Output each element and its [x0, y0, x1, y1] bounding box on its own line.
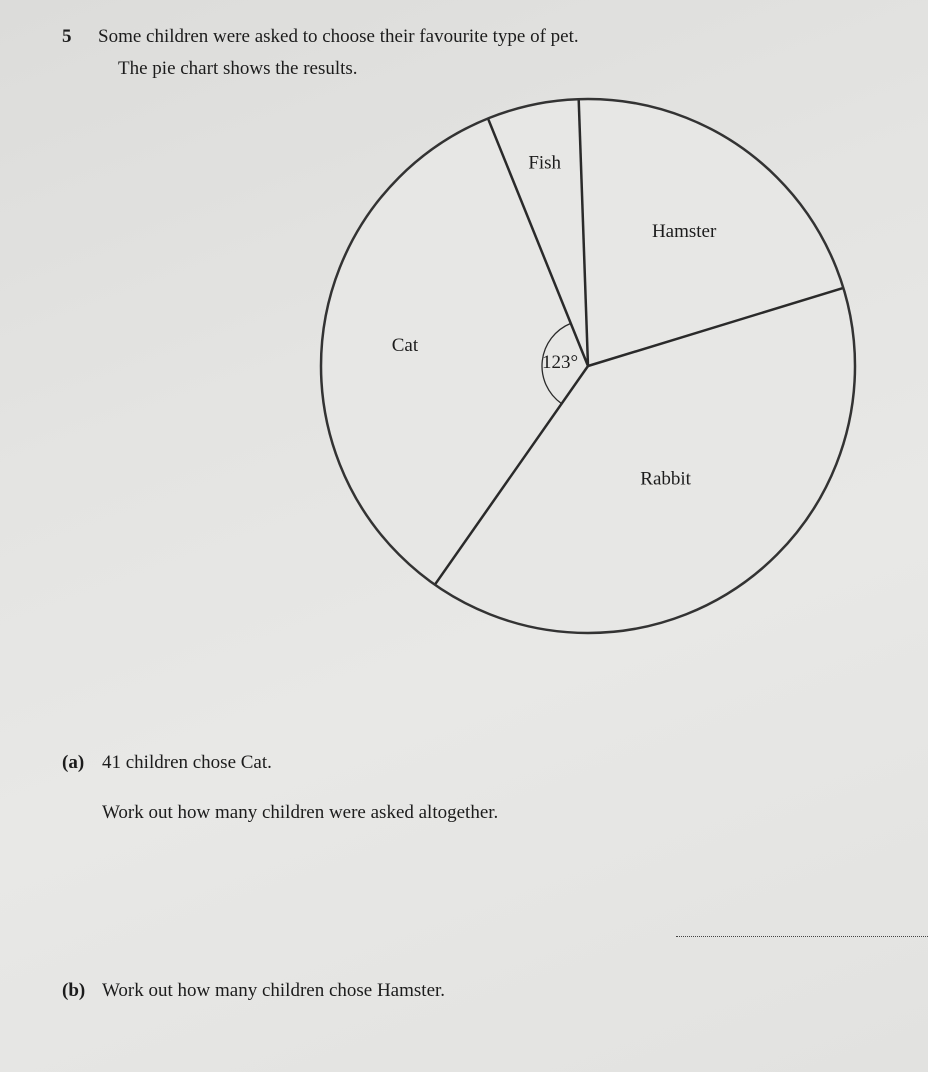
- part-a-text: 41 children chose Cat.: [102, 752, 272, 773]
- answer-line[interactable]: [676, 936, 928, 937]
- pie-label-rabbit: Rabbit: [640, 468, 691, 490]
- pie-label-cat: Cat: [391, 335, 419, 357]
- pie-label-hamster: Hamster: [651, 221, 717, 243]
- part-b-text: Work out how many children chose Hamster.: [102, 980, 446, 1001]
- part-b-label: (b): [62, 980, 86, 1001]
- question-number: 5: [62, 26, 72, 47]
- angle-label: 123°: [541, 352, 579, 373]
- question-intro: Some children were asked to choose their favourite type of pet.: [98, 26, 579, 47]
- question-chart-intro: The pie chart shows the results.: [118, 58, 358, 79]
- part-a-label: (a): [62, 752, 85, 773]
- pie-label-fish: Fish: [528, 152, 562, 174]
- part-a-instruction: Work out how many children were asked altogether.: [102, 802, 499, 823]
